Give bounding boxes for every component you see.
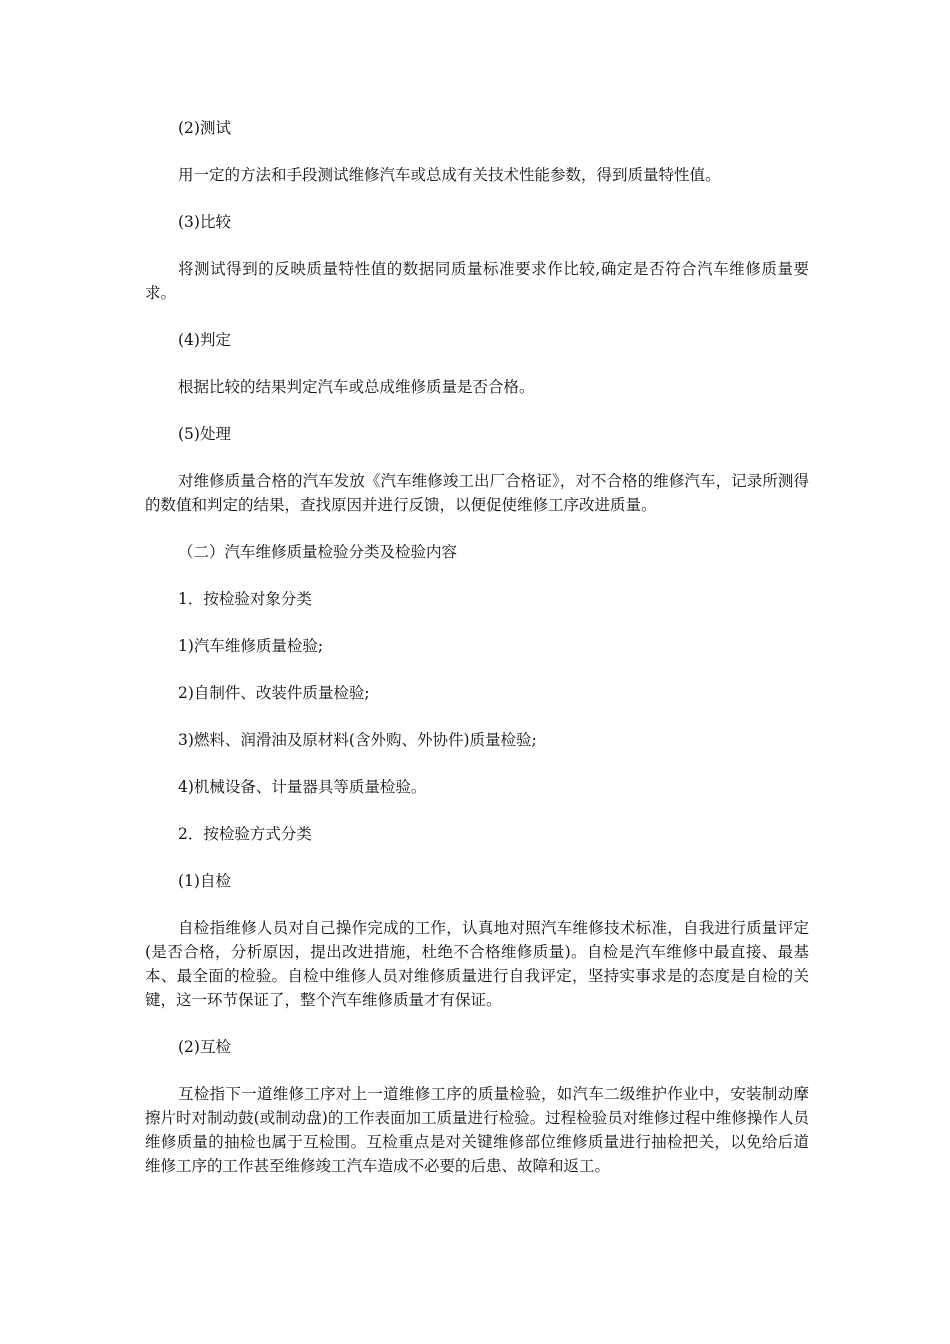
heading-by-method: 2．按检验方式分类 xyxy=(178,825,312,843)
heading-mutual-check: (2)互检 xyxy=(178,1038,231,1056)
heading-self-check: (1)自检 xyxy=(178,872,231,890)
para-handle: 对维修质量合格的汽车发放《汽车维修竣工出厂合格证》，对不合格的维修汽车，记录所测得的数值和判定的结果，查找原因并进行反馈，以便促使维修工序改进质量。 xyxy=(145,472,809,514)
para-compare: 将测试得到的反映质量特性值的数据同质量标准要求作比较,确定是否符合汽车维修质量要求。 xyxy=(145,260,809,302)
para-test: 用一定的方法和手段测试维修汽车或总成有关技术性能参数，得到质量特性值。 xyxy=(178,166,721,184)
item-3: 3)燃料、润滑油及原材料(含外购、外协件)质量检验; xyxy=(178,731,537,749)
document-page xyxy=(145,116,809,1201)
section-title: （二）汽车维修质量检验分类及检验内容 xyxy=(178,543,458,561)
heading-handle: (5)处理 xyxy=(178,425,231,443)
heading-test: (2)测试 xyxy=(178,119,231,137)
heading-judge: (4)判定 xyxy=(178,331,231,349)
item-1: 1)汽车维修质量检验; xyxy=(178,637,324,655)
item-2: 2)自制件、改装件质量检验; xyxy=(178,684,370,702)
para-judge: 根据比较的结果判定汽车或总成维修质量是否合格。 xyxy=(178,378,535,396)
para-mutual-check: 互检指下一道维修工序对上一道维修工序的质量检验，如汽车二级维护作业中，安装制动摩擦片时对制动鼓(或制动盘)的工作表面加工质量进行检验。过程检验员对维修过程中维修操作人员维修质量的抽检也属于互检围。互检重点是对关键维修部位维修质量进行抽检把关，以免给后道维修工序的工作甚至维修竣工汽车造成不必要的后患、故障和返工。 xyxy=(145,1085,809,1175)
heading-compare: (3)比较 xyxy=(178,213,231,231)
item-4: 4)机械设备、计量器具等质量检验。 xyxy=(178,778,427,796)
heading-by-object: 1．按检验对象分类 xyxy=(178,590,312,608)
para-self-check: 自检指维修人员对自己操作完成的工作，认真地对照汽车维修技术标准，自我进行质量评定(是否合格，分析原因，提出改进措施，杜绝不合格维修质量)。自检是汽车维修中最直接、最基本、最全面的检验。自检中维修人员对维修质量进行自我评定，坚持实事求是的态度是自检的关键，这一环节保证了，整个汽车维修质量才有保证。 xyxy=(145,919,809,1009)
